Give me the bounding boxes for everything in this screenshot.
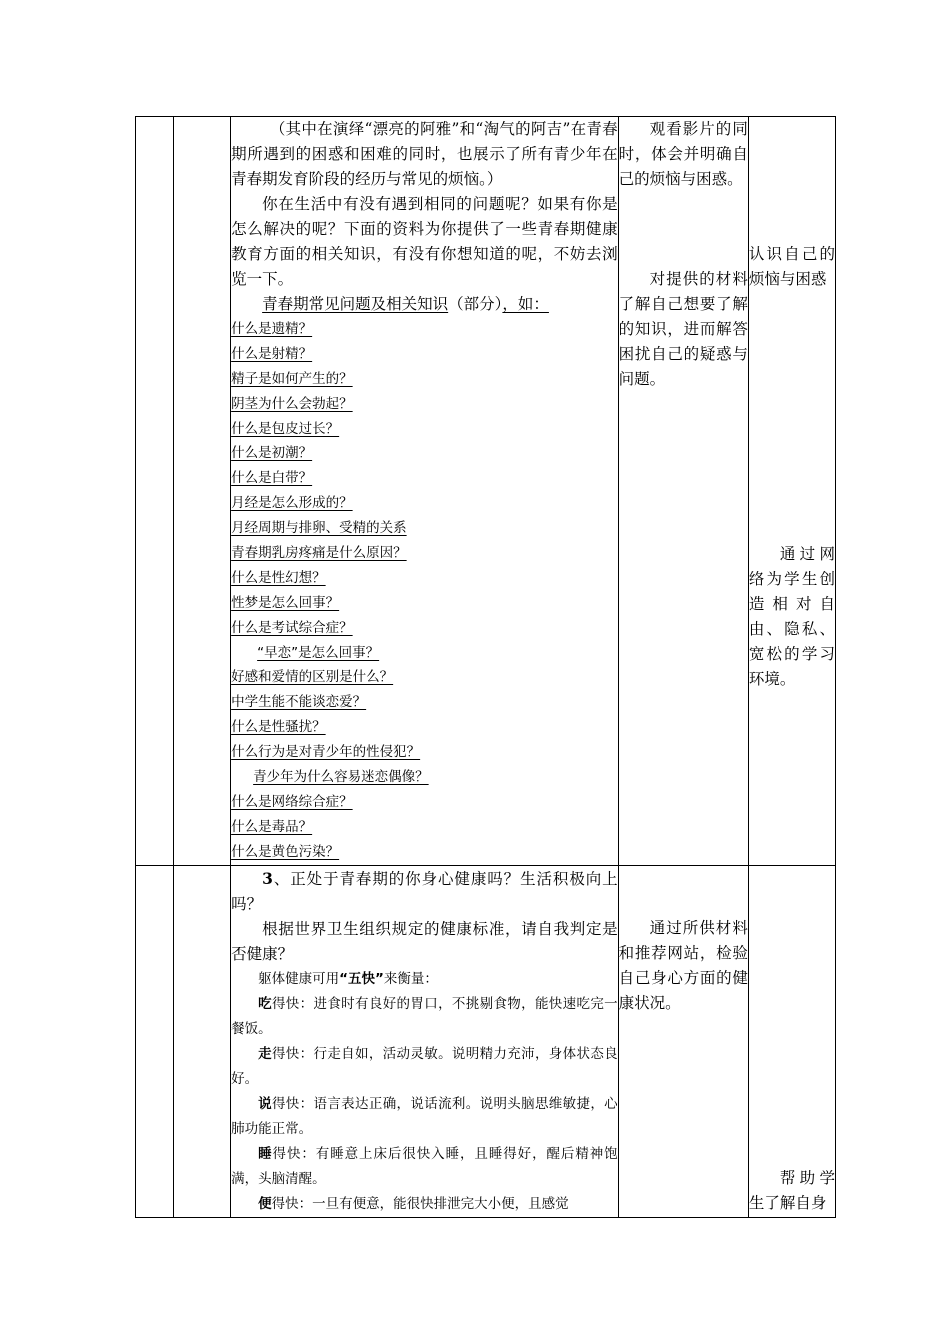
section-heading-text: 、正处于青春期的你身心健康吗？生活积极向上吗？ (231, 869, 618, 913)
list-item[interactable]: 青少年为什么容易迷恋偶像？ (253, 769, 429, 786)
question-list (231, 317, 618, 865)
list-item[interactable]: 阴茎为什么会勃起？ (231, 395, 353, 412)
list-item[interactable]: 性梦是怎么回事？ (231, 594, 340, 611)
section-heading (231, 866, 618, 917)
empty-cell (174, 865, 231, 1217)
list-item[interactable]: 什么是初潮？ (231, 445, 313, 462)
list-item[interactable]: 什么是白带？ (231, 470, 313, 487)
measure-line: 躯体健康可用“五快”来衡量： (258, 970, 438, 987)
design-intent-text: 帮助学生了解自身 (748, 1168, 835, 1212)
knowledge-list-colon: ，如： (502, 295, 549, 313)
list-item[interactable]: 什么是包皮过长？ (231, 420, 340, 437)
teaching-content-cell (231, 865, 619, 1217)
empty-cell (174, 117, 231, 866)
lesson-plan-table (135, 116, 836, 1218)
list-item[interactable]: 什么行为是对青少年的性侵犯？ (231, 744, 421, 761)
design-intent-cell (748, 117, 835, 866)
list-item[interactable]: 精子是如何产生的？ (231, 370, 353, 387)
five-fast-label: “五快” (339, 970, 384, 987)
knowledge-list-suffix: （部分） (448, 295, 503, 313)
list-item[interactable]: 月经周期与排卵、受精的关系 (231, 520, 407, 537)
student-activity-text: 观看影片的同时，体会并明确自己的烦恼与困惑。 (618, 120, 748, 188)
list-item[interactable]: 中学生能不能谈恋爱？ (231, 694, 367, 711)
list-item[interactable]: 什么是网络综合症？ (231, 793, 353, 810)
question-paragraph: 你在生活中有没有遇到相同的问题呢？如果有你是怎么解决的呢？下面的资料为你提供了一些青春期健康教育方面的相关知识，有没有你想知道的呢，不妨去浏览一下。 (231, 195, 618, 288)
list-item[interactable]: 什么是毒品？ (231, 818, 313, 835)
list-item[interactable]: 月经是怎么形成的？ (231, 495, 353, 512)
list-item[interactable]: 什么是性幻想？ (231, 569, 326, 586)
student-activity-text: 对提供的材料了解自己想要了解的知识，进而解答困扰自己的疑惑与问题。 (618, 270, 748, 388)
health-item: 走得快：行走自如，活动灵敏。说明精力充沛，身体状态良好。 (231, 1045, 618, 1087)
health-item: 便得快：一旦有便意，能很快排泄完大小便，且感觉 (258, 1195, 569, 1212)
list-item[interactable]: 青春期乳房疼痛是什么原因？ (231, 545, 407, 562)
empty-cell (136, 117, 174, 866)
list-item[interactable]: “早恋”是怎么回事？ (257, 644, 380, 661)
knowledge-list-link[interactable]: 青春期常见问题及相关知识 (262, 295, 449, 313)
table-row (136, 117, 836, 866)
teaching-content-cell (231, 117, 619, 866)
list-item[interactable]: 好感和爱情的区别是什么？ (231, 669, 394, 686)
table-row (136, 865, 836, 1217)
health-item: 说得快：语言表达正确，说话流利。说明头脑思维敏捷，心肺功能正常。 (231, 1095, 618, 1137)
health-item: 吃得快：进食时有良好的胃口，不挑剔食物，能快速吃完一餐饭。 (231, 995, 618, 1037)
student-activity-cell (618, 117, 748, 866)
list-item[interactable]: 什么是性骚扰？ (231, 719, 326, 736)
instruction-paragraph: 根据世界卫生组织规定的健康标准，请自我判定是否健康？ (231, 919, 618, 963)
design-intent-text: 通过网络为学生创造相对自由、隐私、宽松的学习环境。 (748, 545, 835, 688)
list-item[interactable]: 什么是遗精？ (231, 321, 313, 337)
list-item[interactable]: 什么是黄色污染？ (231, 843, 340, 860)
design-intent-cell (748, 865, 835, 1217)
film-intro: （其中在演绎“漂亮的阿雅”和“淘气的阿吉”在青春期所遇到的困惑和困难的同时，也展示了所有青少年在青春期发育阶段的经历与常见的烦恼。） (231, 120, 618, 188)
design-intent-text: 认识自己的烦恼与困惑 (748, 245, 835, 288)
student-activity-text: 通过所供材料和推荐网站，检验自己身心方面的健康状况。 (618, 918, 748, 1012)
section-number: 3 (262, 868, 273, 888)
knowledge-list-title (231, 292, 618, 317)
health-item: 睡得快：有睡意上床后很快入睡，且睡得好，醒后精神饱满，头脑清醒。 (231, 1145, 618, 1187)
list-item[interactable]: 什么是考试综合症？ (231, 619, 353, 636)
list-item[interactable]: 什么是射精？ (231, 345, 313, 362)
student-activity-cell (618, 865, 748, 1217)
empty-cell (136, 865, 174, 1217)
